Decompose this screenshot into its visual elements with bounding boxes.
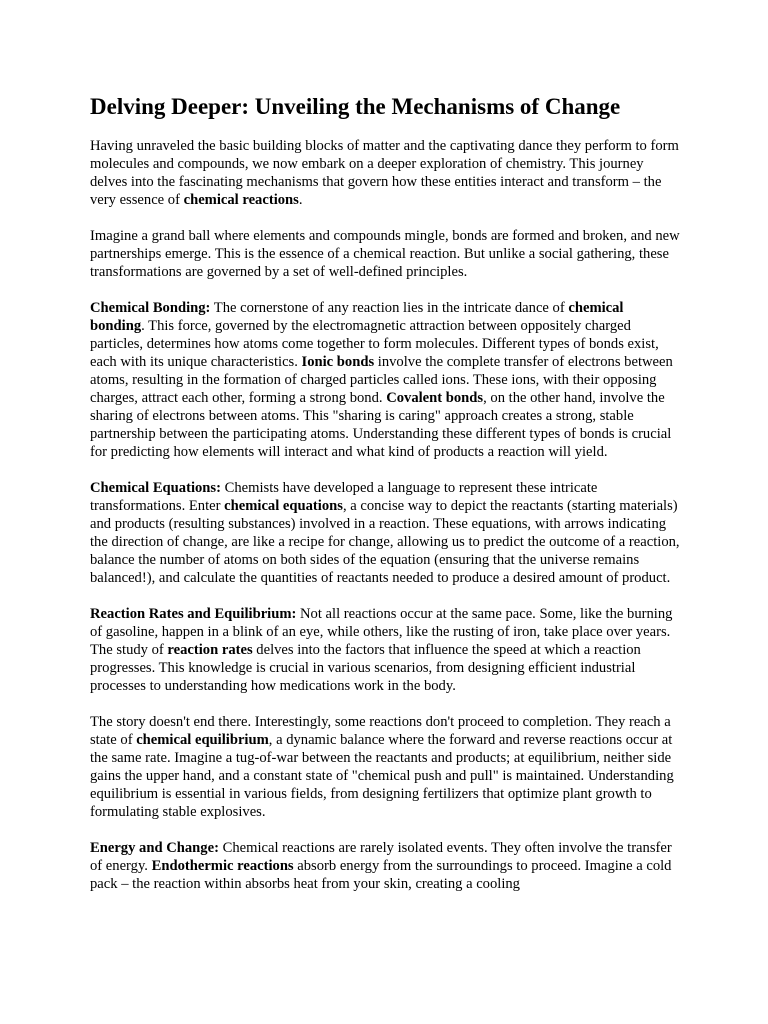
heading-energy-and-change: Energy and Change: (90, 840, 219, 856)
term-ionic-bonds: Ionic bonds (301, 354, 375, 370)
equations-text-1: Chemists have developed a language to represent these intricate transformations. Enter (90, 480, 598, 514)
document-page (90, 92, 680, 911)
energy-text-2: absorb energy from the surroundings to proceed. Imagine a cold pack – the reaction within absorbs heat from your skin, creating a cooling (90, 858, 672, 892)
rates-text-2: delves into the factors that influence the speed at which a reaction progresses. This knowledge is crucial in various scenarios, from designing efficient industrial processes to understanding how medications work in the body. (90, 642, 641, 694)
energy-text-1: Chemical reactions are rarely isolated events. They often involve the transfer of energy. (90, 840, 672, 874)
paragraph-chemical-bonding (90, 299, 680, 461)
paragraph-grand-ball (90, 227, 680, 281)
term-chemical-equilibrium: chemical equilibrium (136, 732, 269, 748)
intro-text-2: . (298, 192, 303, 208)
paragraph-reaction-rates (90, 605, 680, 695)
paragraph-energy-and-change (90, 839, 680, 893)
rates-text-1: Not all reactions occur at the same pace. Some, like the burning of gasoline, happen in a blink of an eye, while others, like the rusting of iron, take place over years. The study of (90, 606, 673, 658)
ball-text: Imagine a grand ball where elements and compounds mingle, bonds are formed and broken, and new partnerships emerge. This is the essence of a chemical reaction. But unlike a social gathering, these transformations are governed by a set of well-defined principles. (90, 228, 680, 280)
equilibrium-text-1: The story doesn't end there. Interestingly, some reactions don't proceed to completion. They reach a state of (90, 714, 671, 748)
heading-reaction-rates: Reaction Rates and Equilibrium: (90, 606, 297, 622)
paragraph-chemical-equations (90, 479, 680, 587)
page-title: Delving Deeper: Unveiling the Mechanisms of Change (90, 94, 621, 119)
term-chemical-equations: chemical equations (224, 498, 343, 514)
term-endothermic-reactions: Endothermic reactions (151, 858, 294, 874)
paragraph-equilibrium (90, 713, 680, 821)
heading-chemical-bonding: Chemical Bonding: (90, 300, 211, 316)
paragraph-intro (90, 137, 680, 209)
equilibrium-text-2: , a dynamic balance where the forward and reverse reactions occur at the same rate. Imagine a tug-of-war between the reactants and products; at equilibrium, neither side gains the upper hand, and a constant state of "chemical push and pull" is maintained. Understanding equilibrium is essential in various fields, from designing fertilizers that optimize plant growth to formulating stable explosives. (90, 732, 674, 820)
heading-chemical-equations: Chemical Equations: (90, 480, 221, 496)
term-covalent-bonds: Covalent bonds (386, 390, 484, 406)
bonding-text-4: , on the other hand, involve the sharing of electrons between atoms. This "sharing is caring" approach creates a strong, stable partnership between the participating atoms. Understanding these different types of bonds is crucial for predicting how elements will interact and what kind of products a reaction will yield. (90, 390, 672, 460)
term-reaction-rates: reaction rates (167, 642, 253, 658)
bonding-text-3: involve the complete transfer of electrons between atoms, resulting in the formation of charged particles called ions. These ions, with their opposing charges, attract each other, forming a strong bond. (90, 354, 673, 406)
bonding-text-2: . This force, governed by the electromagnetic attraction between oppositely charged particles, determines how atoms come together to form molecules. Different types of bonds exist, each with its unique characteristics. (90, 318, 659, 370)
term-chemical-reactions: chemical reactions (183, 192, 299, 208)
bonding-text-1: The cornerstone of any reaction lies in the intricate dance of (210, 300, 569, 316)
equations-text-2: , a concise way to depict the reactants (starting materials) and products (resulting substances) involved in a reaction. These equations, with arrows indicating the direction of change, are like a recipe for change, allowing us to predict the outcome of a reaction, balance the number of atoms on both sides of the equation (ensuring that the universe remains balanced!), and calculate the quantities of reactants needed to produce a desired amount of product. (90, 498, 680, 586)
term-chemical-bonding: chemical bonding (90, 300, 624, 334)
intro-text-1: Having unraveled the basic building blocks of matter and the captivating dance they perform to form molecules and compounds, we now embark on a deeper exploration of chemistry. This journey delves into the fascinating mechanisms that govern how these entities interact and transform – the very essence of (90, 138, 679, 208)
